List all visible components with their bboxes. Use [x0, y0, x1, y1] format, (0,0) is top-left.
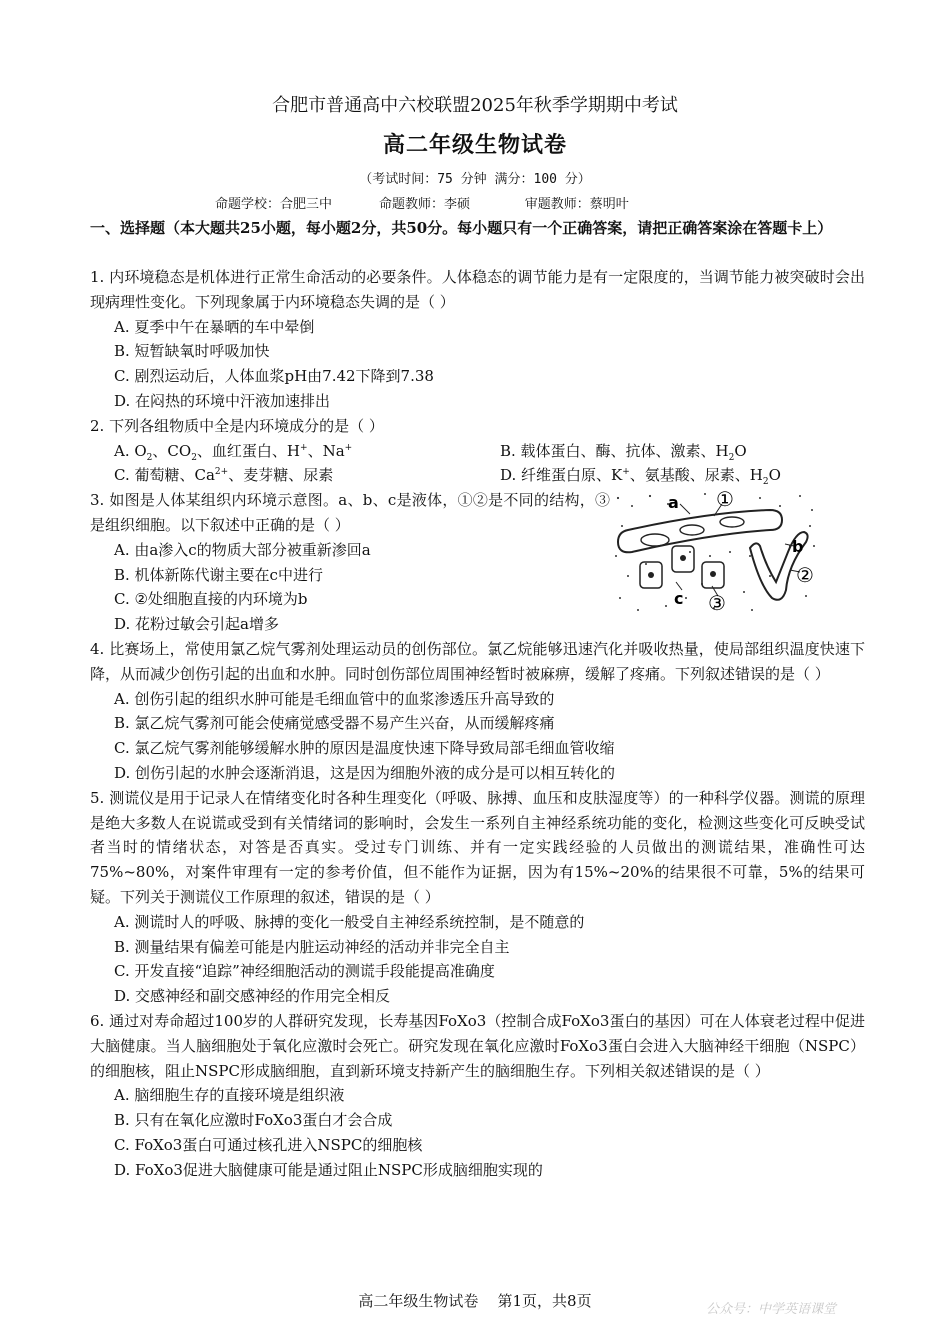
page-title: 高二年级生物试卷 — [382, 132, 567, 158]
label-b: b — [792, 537, 804, 557]
question-1-option-c: C. 剧烈运动后，人体血浆pH由7.42下降到7.38 — [114, 367, 434, 386]
tissue-diagram — [610, 486, 820, 620]
blood-cell-2 — [680, 525, 704, 535]
exam-time-info: （考试时间：75 分钟 满分：100 分） — [359, 172, 591, 187]
label-2: ② — [796, 563, 814, 588]
question-1-stem: 1. 内环境稳态是机体进行正常生命活动的必要条件。人体稳态的调节能力是有一定限度的，当调节能力被突破时会出现病理性变化。下列现象属于内环境稳态失调的是（ ） — [90, 268, 865, 311]
question-4-option-b: B. 氯乙烷气雾剂可能会使痛觉感受器不易产生兴奋，从而缓解疼痛 — [114, 714, 555, 733]
question-6-option-b: B. 只有在氧化应激时FoXo3蛋白才会合成 — [114, 1111, 393, 1130]
question-5-stem: 5. 测谎仪是用于记录人在情绪变化时各种生理变化（呼吸、脉搏、血压和皮肤湿度等）的一种科学仪器。测谎的原理是绝大多数人在说谎或受到有关情绪词的影响时，会发生一系列自主神经系统功能的变化，检测这些变化可反映受试者当时的情绪状态，对答是否真实。受过专门训练、并有一定实践经验的人员做出的测谎结果，准确性可达75%~80%，对案件审理有一定的参考价值，但不能作为证据，因为有15%~20%的结果很不可靠，5%的结果可疑。下列关于测谎仪工作原理的叙述，错误的是（ ） — [90, 788, 865, 906]
question-5-option-d: D. 交感神经和副交感神经的作用完全相反 — [114, 987, 391, 1006]
question-4-stem: 4. 比赛场上，常使用氯乙烷气雾剂处理运动员的创伤部位。氯乙烷能够迅速汽化并吸收热量，使局部组织温度快速下降，从而减少创伤引起的出血和水肿。同时创伤部位周围神经暂时被麻痹，缓解了疼痛。下列叙述错误的是（ ） — [90, 639, 865, 683]
question-2-option-a: A. $O_2$、$CO_2$、血红蛋白、H+、Na+ — [114, 441, 353, 463]
question-list — [90, 265, 865, 1182]
question-6-option-a: A. 脑细胞生存的直接环境是组织液 — [114, 1086, 345, 1105]
capillary-vessel — [618, 510, 782, 552]
question-3-option-a: A. 由a渗入c的物质大部分被重新渗回a — [114, 540, 371, 559]
label-c: c — [674, 589, 684, 609]
question-6-option-d: D. FoXo3促进大脑健康可能是通过阻止NSPC形成脑细胞实现的 — [114, 1160, 543, 1179]
blood-cell-1 — [641, 534, 669, 546]
question-2-option-d: D. 纤维蛋白原、K+、氨基酸、尿素、$H_2O$ — [500, 466, 781, 488]
label-1: ① — [716, 487, 734, 512]
question-5-option-b: B. 测量结果有偏差可能是内脏运动神经的活动并非完全自主 — [114, 937, 510, 956]
label-3: ③ — [708, 591, 726, 616]
blood-cell-3 — [720, 517, 744, 527]
question-3-option-b: B. 机体新陈代谢主要在c中进行 — [114, 565, 323, 584]
question-3-stem: 3. 如图是人体某组织内环境示意图。a、b、c是液体，①②是不同的结构，③是组织细胞。以下叙述中正确的是（ ） — [90, 491, 610, 534]
question-6-option-c: C. FoXo3蛋白可通过核孔进入NSPC的细胞核 — [114, 1135, 423, 1154]
question-4-option-a: A. 创伤引起的组织水肿可能是毛细血管中的血浆渗透压升高导致的 — [114, 689, 555, 708]
label-a: a — [668, 493, 679, 513]
question-4-option-d: D. 创伤引起的水肿会逐渐消退，这是因为细胞外液的成分是可以相互转化的 — [114, 763, 616, 782]
watermark: 公众号：中学英语课堂 — [706, 1302, 837, 1317]
section-heading: 一、选择题（本大题共25小题，每小题2分，共50分。每小题只有一个正确答案，请把正确答案涂在答题卡上） — [90, 219, 833, 237]
page-footer: 高二年级生物试卷 第1页，共8页 — [358, 1292, 592, 1310]
question-2-row-1 — [114, 439, 865, 464]
exam-authors: 命题学校：合肥三中 命题教师：李硕 审题教师：蔡明叶 — [215, 197, 629, 212]
question-2-stem: 2. 下列各组物质中全是内环境成分的是（ ） — [90, 416, 384, 435]
question-6-stem: 6. 通过对寿命超过100岁的人群研究发现，长寿基因FoXo3（控制合成FoXo3蛋白的基因）可在人体衰老过程中促进大脑健康。当人脑细胞处于氧化应激时会死亡。研究发现在氧化应激时FoXo3蛋白会进入大脑神经干细胞（NSPC）的细胞核，阻止NSPC形成脑细胞，直到新环境支持新产生的脑细胞生存。下列相关叙述错误的是（ ） — [90, 1011, 865, 1080]
question-5-option-a: A. 测谎时人的呼吸、脉搏的变化一般受自主神经系统控制，是不随意的 — [114, 912, 585, 931]
question-3-option-c: C. ②处细胞直接的内环境为b — [114, 590, 308, 609]
question-1-option-d: D. 在闷热的环境中汗液加速排出 — [114, 391, 331, 410]
question-2-option-c: C. 葡萄糖、$Ca^{2+}$、麦芽糖、尿素 — [114, 466, 334, 485]
question-5-option-c: C. 开发直接“追踪”神经细胞活动的测谎手段能提高准确度 — [114, 962, 495, 981]
question-2-row-2 — [114, 463, 865, 488]
question-1-option-b: B. 短暂缺氧时呼吸加快 — [114, 342, 270, 361]
exam-heading: 合肥市普通高中六校联盟2025年秋季学期期中考试 — [272, 95, 678, 116]
question-3-option-d: D. 花粉过敏会引起a增多 — [114, 615, 279, 634]
question-4-option-c: C. 氯乙烷气雾剂能够缓解水肿的原因是温度快速下降导致局部毛细血管收缩 — [114, 739, 615, 758]
question-2-option-b: B. 载体蛋白、酶、抗体、激素、$H_2O$ — [500, 441, 747, 463]
question-1-option-a: A. 夏季中午在暴晒的车中晕倒 — [114, 317, 315, 336]
question-3 — [90, 488, 865, 637]
